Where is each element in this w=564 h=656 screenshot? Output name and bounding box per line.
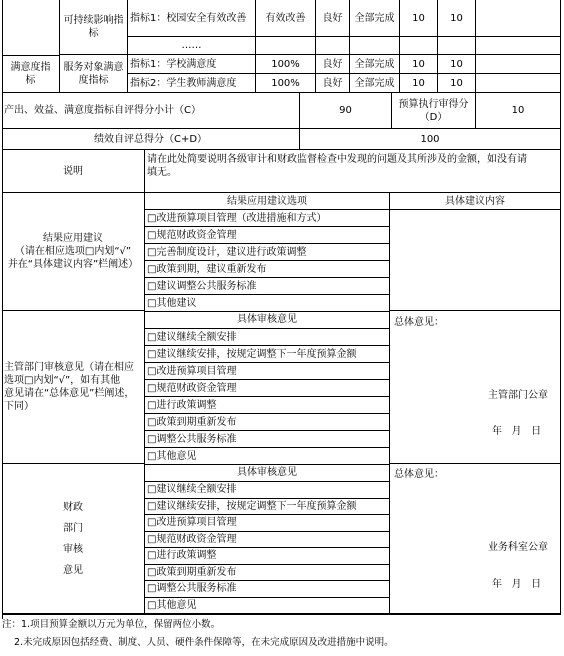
option-row[interactable] <box>145 515 390 532</box>
result-content-header-cell <box>390 193 561 210</box>
weight-cell <box>400 55 438 74</box>
target-cell <box>256 55 316 74</box>
option-row[interactable] <box>145 329 390 346</box>
weight-cell <box>400 74 438 93</box>
option-row[interactable] <box>145 244 390 261</box>
subtotal-label-cell <box>2 93 300 129</box>
score-cell <box>438 0 476 37</box>
score-value: 10 <box>450 77 463 89</box>
subtotal-label: 产出、效益、满意度指标自评得分小计（C） <box>4 105 201 116</box>
result-app-note: （请在相应选项□内划“√” <box>14 246 132 257</box>
dept-overall-label: 总体意见： <box>394 317 444 328</box>
table-bottom-border <box>2 614 561 615</box>
option-label[interactable]: □改进预算项目管理 <box>147 365 237 377</box>
result-app-label-cell <box>2 193 145 311</box>
option-label[interactable]: □建议继续安排，按规定调整下一年度预算金额 <box>147 500 357 512</box>
perf-left-blank <box>2 0 60 55</box>
option-label[interactable]: □建议继续安排，按规定调整下一年度预算金额 <box>147 348 357 360</box>
status-value: 全部完成 <box>354 58 395 70</box>
option-row[interactable] <box>145 598 390 615</box>
indicator-cell <box>128 0 256 37</box>
option-label[interactable]: □规范财政资金管理 <box>147 533 237 545</box>
score-cell <box>438 55 476 74</box>
indicator-cell <box>128 55 256 74</box>
option-row[interactable] <box>145 532 390 549</box>
sustain-impact-cell <box>60 0 128 55</box>
result-content-header: 具体建议内容 <box>445 195 505 207</box>
ellipsis-cell <box>128 37 256 55</box>
dept-header-cell <box>145 311 390 329</box>
explain-label: 说明 <box>63 165 83 177</box>
indicator-name: 指标2：学生教师满意度 <box>130 77 237 89</box>
explain-text-line: 填无。 <box>147 167 177 178</box>
satisfaction-cell <box>2 55 60 93</box>
fin-review-label-cell <box>2 464 145 614</box>
status-cell <box>350 74 400 93</box>
weight-value: 10 <box>412 12 425 24</box>
empty-cell <box>400 37 438 55</box>
target-value: 有效改善 <box>265 12 306 24</box>
option-row[interactable] <box>145 363 390 380</box>
fin-review-header: 具体审核意见 <box>237 467 297 478</box>
remark-cell <box>476 74 561 93</box>
option-row[interactable] <box>145 346 390 363</box>
score-value: 10 <box>450 58 463 70</box>
option-label[interactable]: □建议调整公共服务标准 <box>147 280 257 292</box>
note-line-1: 注：1.项目预算金额以万元为单位，保留两位小数。 <box>2 619 221 630</box>
result-app-label: 结果应用建议 <box>43 233 103 244</box>
actual-value: 良好 <box>322 12 343 24</box>
result-options-header-cell <box>145 193 390 210</box>
indicator-cell <box>128 74 256 93</box>
subtotal-value: 90 <box>339 105 352 116</box>
status-value: 全部完成 <box>354 12 395 24</box>
fin-review-label: 意见 <box>63 564 83 576</box>
option-row[interactable] <box>145 581 390 598</box>
total-label-cell <box>2 129 300 150</box>
option-row[interactable] <box>145 278 390 295</box>
option-row[interactable] <box>145 499 390 516</box>
empty-cell <box>316 37 350 55</box>
score-value: 10 <box>450 12 463 24</box>
dept-review-label: 意见请在“总体意见”栏阐述， <box>4 388 135 399</box>
explain-label-cell <box>2 150 145 193</box>
weight-cell <box>400 0 438 37</box>
option-row[interactable] <box>145 227 390 244</box>
option-label[interactable]: □建议继续全额安排 <box>147 484 237 496</box>
dept-review-header: 具体审核意见 <box>237 314 297 325</box>
option-label[interactable]: □政策到期，建议重新发布 <box>147 263 267 275</box>
score-cell <box>438 74 476 93</box>
budget-value-cell <box>476 93 561 129</box>
option-label[interactable]: □调整公共服务标准 <box>147 583 237 595</box>
status-value: 全部完成 <box>354 77 395 89</box>
fin-review-label: 部门 <box>63 522 83 534</box>
remark-cell <box>476 55 561 74</box>
empty-cell <box>256 37 316 55</box>
budget-label: 预算执行审得分（D） <box>398 98 469 123</box>
dept-date-label: 年 月 日 <box>492 426 542 437</box>
option-label[interactable]: □规范财政资金管理 <box>147 229 237 241</box>
budget-label-cell <box>392 93 476 129</box>
dept-review-label: 下同） <box>4 401 34 412</box>
result-app-note: 并在“具体建议内容”栏阐述） <box>7 259 139 270</box>
sustain-impact-label: 可持续影响指标 <box>63 15 124 39</box>
dept-seal-label: 主管部门公章 <box>488 390 548 401</box>
total-value: 100 <box>420 133 440 145</box>
target-cell <box>256 74 316 93</box>
option-label[interactable]: □建议继续全额安排 <box>147 331 237 343</box>
dept-overall-cell <box>390 311 561 464</box>
option-row[interactable] <box>145 414 390 431</box>
option-label[interactable]: □其他意见 <box>147 599 197 611</box>
option-row[interactable] <box>145 397 390 414</box>
dept-review-label: 选项□内划“√”，如有其他 <box>4 375 121 386</box>
weight-value: 10 <box>412 77 425 89</box>
option-row[interactable] <box>145 482 390 499</box>
option-row[interactable] <box>145 261 390 278</box>
option-row[interactable] <box>145 431 390 448</box>
empty-cell <box>476 37 561 55</box>
option-label[interactable]: □其他意见 <box>147 450 197 462</box>
weight-value: 10 <box>412 58 425 70</box>
fin-overall-cell <box>390 464 561 614</box>
indicator-name: 指标1：学校满意度 <box>130 58 217 70</box>
empty-cell <box>438 37 476 55</box>
fin-seal-label: 业务科室公章 <box>488 542 548 553</box>
option-label[interactable]: □政策到期重新发布 <box>147 416 237 428</box>
option-label[interactable]: □规范财政资金管理 <box>147 382 237 394</box>
empty-cell <box>350 37 400 55</box>
status-cell <box>350 55 400 74</box>
fin-overall-label: 总体意见： <box>394 469 444 480</box>
fin-review-label: 财政 <box>63 501 83 513</box>
remark-cell <box>476 0 561 37</box>
option-label[interactable]: □其他建议 <box>147 297 197 309</box>
fin-date-label: 年 月 日 <box>492 579 542 590</box>
option-row[interactable] <box>145 565 390 582</box>
option-row[interactable] <box>145 548 390 565</box>
target-cell <box>256 0 316 37</box>
target-value: 100% <box>271 58 300 70</box>
option-row[interactable] <box>145 210 390 227</box>
budget-value: 10 <box>511 105 525 116</box>
option-label[interactable]: □政策到期重新发布 <box>147 566 237 578</box>
satisfaction-label: 满意度指标 <box>10 62 51 86</box>
option-label[interactable]: □改进预算项目管理（改进措施和方式） <box>147 212 327 224</box>
fin-header-cell <box>145 464 390 482</box>
dept-review-label: 主管部门审核意见（请在相应 <box>4 362 134 373</box>
target-value: 100% <box>271 77 300 89</box>
option-label[interactable]: □进行政策调整 <box>147 550 217 562</box>
option-label[interactable]: □改进预算项目管理 <box>147 517 237 529</box>
status-cell <box>350 0 400 37</box>
indicator-name: 指标1：校园安全有效改善 <box>130 12 247 24</box>
option-row[interactable] <box>145 380 390 397</box>
ellipsis-text: …… <box>181 40 202 51</box>
actual-cell <box>316 55 350 74</box>
actual-cell <box>316 74 350 93</box>
actual-value: 良好 <box>322 77 343 89</box>
dept-review-label-cell <box>2 311 145 464</box>
option-label[interactable]: □完善制度设计，建议进行政策调整 <box>147 246 307 258</box>
fin-review-label: 审核 <box>63 543 83 555</box>
subtotal-value-cell <box>300 93 392 129</box>
option-row[interactable] <box>145 448 390 465</box>
result-options-header: 结果应用建议选项 <box>227 195 307 207</box>
service-sat-cell <box>60 55 128 93</box>
explain-text-cell <box>145 150 561 193</box>
option-row[interactable] <box>145 295 390 312</box>
option-label[interactable]: □进行政策调整 <box>147 399 217 411</box>
explain-text-line: 请在此处简要说明各级审计和财政监督检查中发现的问题及其所涉及的金额，如没有请 <box>147 154 527 165</box>
actual-cell <box>316 0 350 37</box>
option-label[interactable]: □调整公共服务标准 <box>147 433 237 445</box>
note-line-2: 2.未完成原因包括经费、制度、人员、硬件条件保障等，在未完成原因及改进措施中说明。 <box>14 637 394 648</box>
result-content-area[interactable] <box>390 210 561 311</box>
total-value-cell <box>300 129 561 150</box>
actual-value: 良好 <box>322 58 343 70</box>
service-sat-label: 服务对象满意度指标 <box>63 61 124 86</box>
total-label: 绩效自评总得分（C+D） <box>93 133 208 145</box>
